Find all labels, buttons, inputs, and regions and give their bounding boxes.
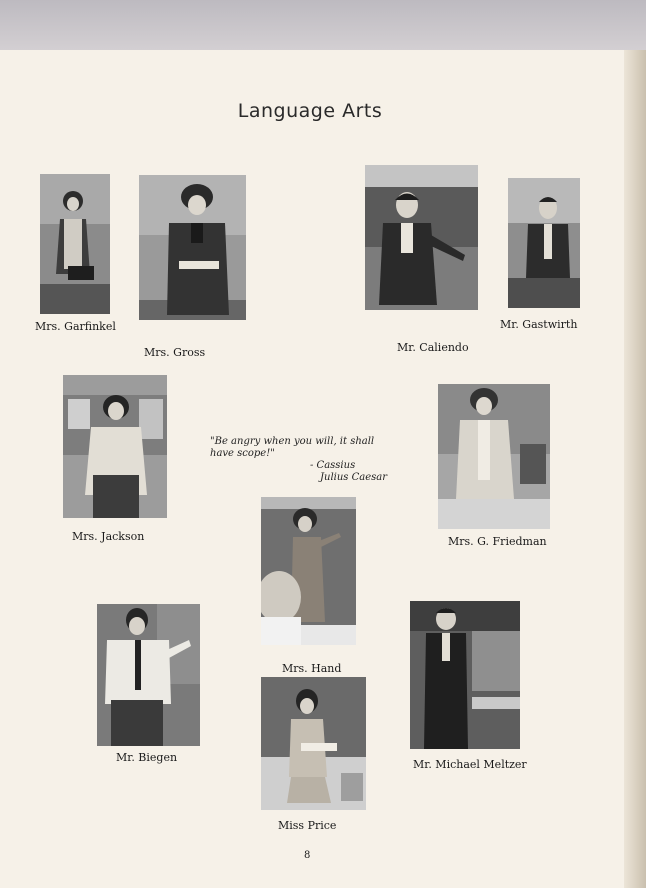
photo-jackson [63,375,167,518]
quote-line-2: have scope!" [210,448,275,459]
caption-meltzer: Mr. Michael Meltzer [413,758,527,771]
photo-gross [139,175,246,320]
photo-garfinkel [40,174,110,314]
quote-speaker: - Cassius [310,460,356,471]
caption-caliendo: Mr. Caliendo [397,341,469,354]
photo-meltzer [410,601,520,749]
page-number: 8 [304,850,311,861]
caption-biegen: Mr. Biegen [116,751,178,764]
caption-friedman: Mrs. G. Friedman [448,535,547,548]
photo-hand [261,497,356,645]
caption-garfinkel: Mrs. Garfinkel [35,320,116,333]
photo-biegen [97,604,200,746]
caption-gastwirth: Mr. Gastwirth [500,318,578,331]
quote-block [210,436,387,484]
scan-background [0,0,646,52]
caption-jackson: Mrs. Jackson [72,530,145,543]
page-edge [624,50,646,888]
caption-hand: Mrs. Hand [282,662,342,675]
caption-price: Miss Price [278,819,337,832]
quote-line-1: "Be angry when you will, it shall [210,436,375,447]
photo-gastwirth [508,178,580,308]
caption-gross: Mrs. Gross [144,346,206,359]
photo-friedman [438,384,550,529]
page-title: Language Arts [237,100,383,122]
photo-price [261,677,366,810]
photo-caliendo [365,165,478,310]
quote-source: Julius Caesar [320,472,388,483]
